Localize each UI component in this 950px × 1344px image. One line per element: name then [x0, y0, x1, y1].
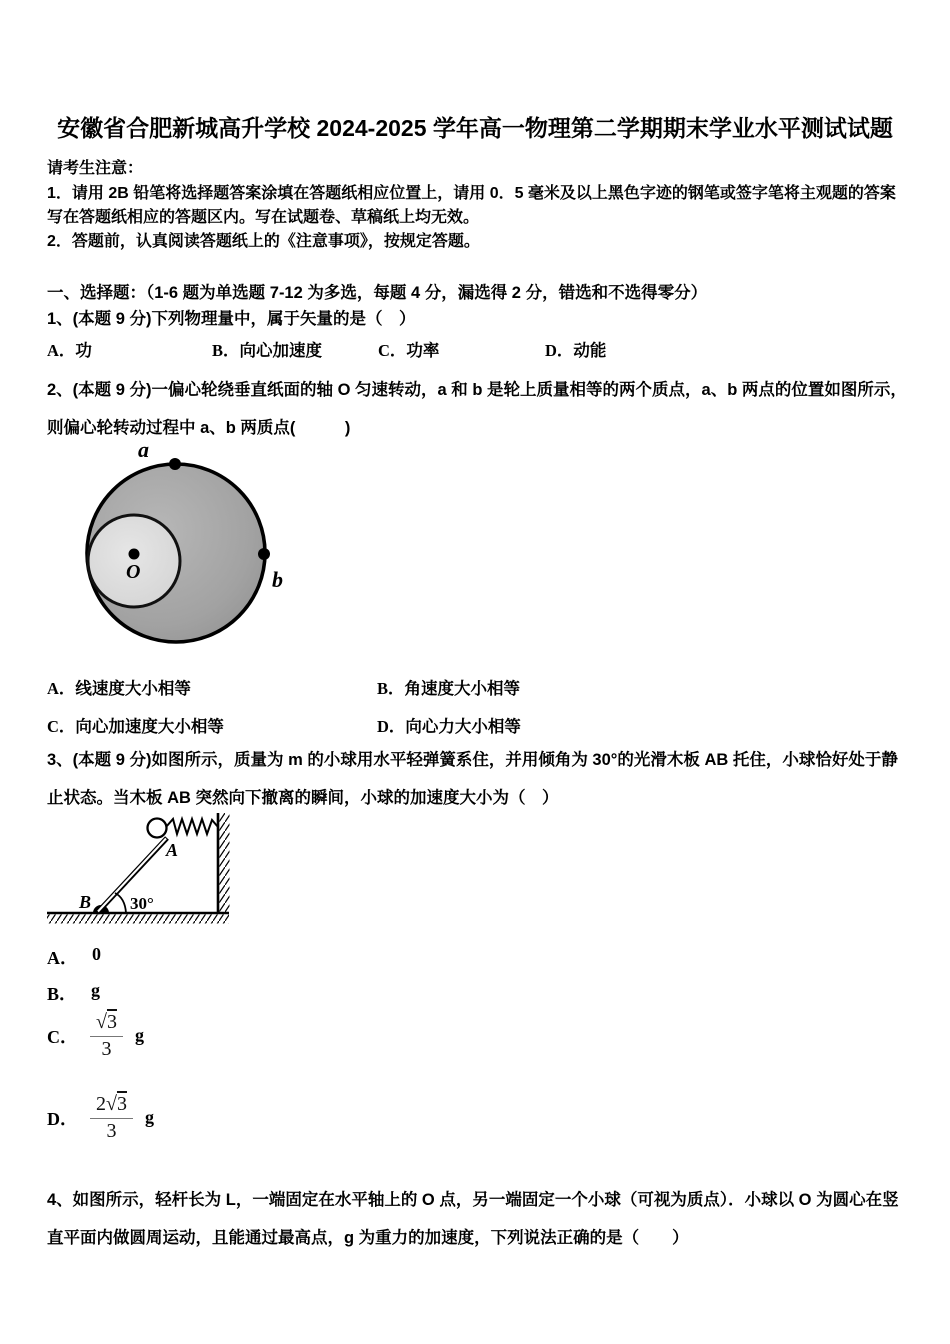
q1-option-d: D．动能 [545, 341, 607, 360]
sqrt-sign: √ [106, 1093, 117, 1115]
notice-item-1: 1．请用 2B 铅笔将选择题答案涂填在答题纸相应位置上，请用 0．5 毫米及以上黑色字迹的钢笔或签字笔将主观题的答案写在答题纸相应的答题区内。写在试题卷、草稿纸上均无效。 [47, 185, 896, 226]
spring-icon [166, 819, 218, 834]
q3-option-c: C． $\frac{√3}{3}$ g [47, 1011, 144, 1060]
label-o: O [126, 561, 141, 583]
angle-arc [115, 893, 126, 913]
eccentric-wheel-figure [83, 441, 297, 655]
question-3-stem: 3、(本题 9 分)如图所示，质量为 m 的小球用水平轻弹簧系住，并用倾角为 30°的光滑木板 AB 托住，小球恰好处于静止状态。当木板 AB 突然向下撤离的瞬间，小球的加速度大小为（ ） [47, 751, 898, 807]
wall-hatching [220, 813, 230, 913]
angle-label: 30° [130, 894, 154, 913]
notice-item-2: 2．答题前，认真阅读答题纸上的《注意事项》，按规定答题。 [47, 233, 480, 250]
q1-option-c: C．功率 [378, 341, 440, 360]
label-point-a: A [166, 840, 179, 860]
q3-option-a: A． 0 [47, 944, 101, 968]
point-a-dot [169, 458, 181, 470]
q3-option-d: D． $\frac{2√3}{3}$ g [47, 1093, 154, 1142]
q2-option-b: B．角速度大小相等 [377, 679, 521, 698]
axle-o-dot [129, 549, 140, 560]
question-2-stem: 2、(本题 9 分)一偏心轮绕垂直纸面的轴 O 匀速转动，a 和 b 是轮上质量相等的两个质点，a、b 两点的位置如图所示，则偏心轮转动过程中 a、b 两质点( ) [47, 381, 907, 437]
q1-option-a: A．功 [47, 341, 92, 360]
label-point-b: B [79, 892, 92, 912]
ball [148, 819, 167, 838]
question-4-stem: 4、如图所示，轻杆长为 L，一端固定在水平轴上的 O 点，另一端固定一个小球（可视为质点）．小球以 O 为圆心在竖直平面内做圆周运动，且能通过最高点，g 为重力的加速度，下列说法正确的是（ ） [47, 1191, 899, 1247]
sqrt-sign: √ [96, 1011, 107, 1033]
fraction: $\frac{2√3}{3}$ [90, 1092, 133, 1143]
q1-option-b: B．向心加速度 [212, 341, 323, 360]
label-a: a [138, 441, 149, 462]
incline-spring-figure [45, 804, 240, 932]
question-1-stem: 1、(本题 9 分)下列物理量中，属于矢量的是（ ） [47, 310, 416, 328]
q3-option-b: B． g [47, 980, 101, 1004]
section-heading-choice: 一、选择题：（1-6 题为单选题 7-12 为多选，每题 4 分，漏选得 2 分，错选和不选得零分） [47, 284, 708, 302]
q2-option-a: A．线速度大小相等 [47, 679, 191, 698]
question-1-options [47, 337, 907, 361]
point-b-dot [258, 548, 270, 560]
fraction: $\frac{√3}{3}$ [90, 1010, 123, 1061]
ground-hatching [47, 915, 229, 924]
label-b: b [272, 567, 283, 592]
q2-option-c: C．向心加速度大小相等 [47, 717, 224, 736]
page-title: 安徽省合肥新城高升学校 2024-2025 学年高一物理第二学期期末学业水平测试试题 [57, 115, 893, 141]
notice-heading: 请考生注意： [47, 160, 144, 177]
q2-option-d: D．向心力大小相等 [377, 717, 521, 736]
question-2-options [47, 675, 907, 737]
